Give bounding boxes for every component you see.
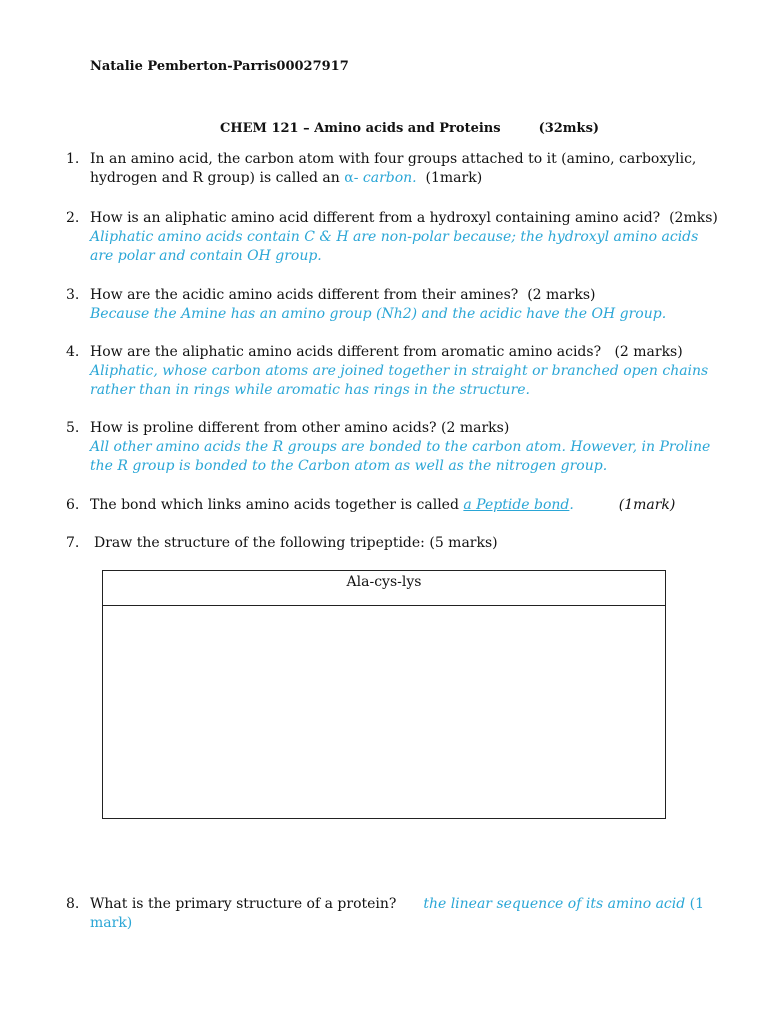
question-8 [66,895,746,933]
answer-text: the linear sequence of its amino acid [423,896,686,912]
question-number: 8. [66,896,80,912]
question-text: How is proline different from other amino acids? [90,420,437,436]
question-number: 2. [66,210,80,226]
question-text-cont: hydrogen and R group) is called an [90,170,340,186]
question-text: In an amino acid, the carbon atom with four groups attached to it (amino, carboxylic, [90,151,697,167]
question-text: The bond which links amino acids together is called [90,497,459,513]
question-marks: (1mark) [618,497,676,513]
tripeptide-drawing-box [102,570,666,819]
question-number: 4. [66,344,80,360]
course-title: CHEM 121 – Amino acids and Proteins [220,121,501,136]
question-number: 6. [66,497,80,513]
question-text: What is the primary structure of a protein? [90,896,397,912]
answer-text: carbon. [362,170,417,186]
answer-symbol: α- [344,170,359,186]
total-marks: (32mks) [538,121,600,136]
question-marks: (2 marks) [614,344,683,360]
question-marks: (1mark) [425,170,483,186]
question-marks: (2mks) [669,210,718,226]
question-4 [66,343,726,400]
answer-text: Because the Amine has an amino group (Nh2) and the acidic have the OH group. [90,306,667,322]
student-name: Natalie Pemberton-Parris00027917 [90,59,349,74]
question-number: 3. [66,287,80,303]
drawing-box-header: Ala-cys-lys [103,571,665,606]
answer-tail: . [569,497,574,513]
question-7 [66,534,726,553]
answer-text: All other amino acids the R groups are bonded to the carbon atom. However, in Proline the R group is bonded to the Carbon atom as well as the nitrogen group. [90,439,711,474]
question-text: How is an aliphatic amino acid different from a hydroxyl containing amino acid? [90,210,661,226]
question-marks: (1 mark) [90,896,705,931]
question-number: 7. [66,535,80,551]
question-1 [66,150,726,188]
question-text: Draw the structure of the following tripeptide: (5 marks) [94,535,498,551]
question-5 [66,419,726,476]
question-marks: (2 marks) [441,420,510,436]
question-3 [66,286,726,324]
answer-text: a Peptide bond [463,497,570,513]
page-title [220,121,599,136]
answer-text: Aliphatic amino acids contain C & H are non-polar because; the hydroxyl amino acids are polar and contain OH group. [90,229,699,264]
question-text: How are the aliphatic amino acids different from aromatic amino acids? [90,344,602,360]
question-6 [66,496,726,515]
question-marks: (2 marks) [527,287,596,303]
question-number: 1. [66,151,80,167]
question-number: 5. [66,420,80,436]
answer-text: Aliphatic, whose carbon atoms are joined together in straight or branched open chains rather than in rings while aromatic has rings in the structure. [90,363,709,398]
question-text: How are the acidic amino acids different from their amines? [90,287,519,303]
question-2 [66,209,726,266]
